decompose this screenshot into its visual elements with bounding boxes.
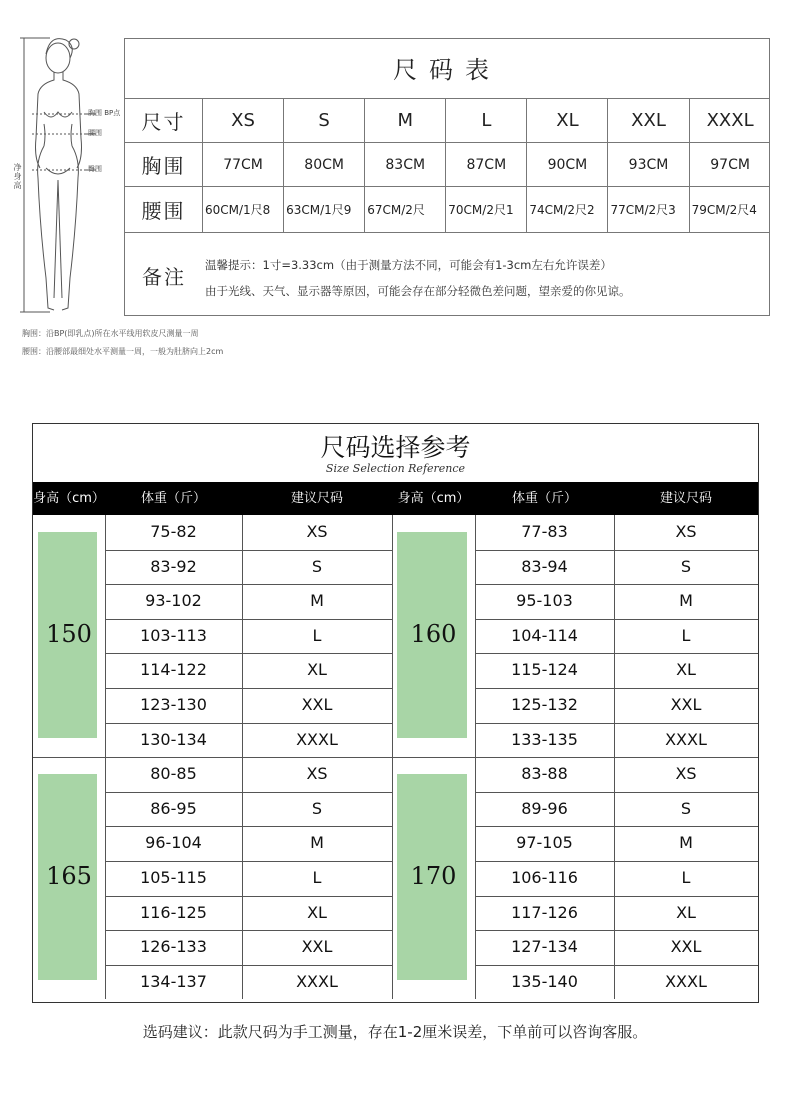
row-divider xyxy=(475,896,758,897)
suggested-size-cell: S xyxy=(680,556,692,576)
suggested-size-cell: L xyxy=(312,625,322,645)
height-value: 150 xyxy=(46,620,92,649)
suggested-size-cell: XL xyxy=(676,660,696,680)
suggested-size-cell: XXXL xyxy=(296,729,338,749)
bust-cell: 87CM xyxy=(446,143,527,186)
header-size: 建议尺码 xyxy=(659,491,712,506)
weight-range-cell: 104-114 xyxy=(511,625,578,645)
weight-range-cell: 134-137 xyxy=(140,971,207,991)
row-divider xyxy=(475,688,758,689)
suggested-size-cell: XS xyxy=(306,764,328,784)
weight-range-cell: 115-124 xyxy=(511,660,578,680)
suggested-size-cell: XS xyxy=(675,764,697,784)
size-selection-reference xyxy=(32,423,759,1003)
suggested-size-cell: S xyxy=(680,798,692,818)
row-divider xyxy=(105,792,392,793)
row-divider xyxy=(475,723,758,724)
waist-cell: 70CM/2尺1 xyxy=(446,187,527,232)
reference-title-en: Size Selection Reference xyxy=(325,462,466,475)
header-weight: 体重（斤） xyxy=(140,491,206,506)
suggested-size-cell: XXL xyxy=(301,695,333,714)
column-divider xyxy=(475,515,476,999)
size-cell: XXL xyxy=(608,99,689,142)
column-divider xyxy=(105,515,106,999)
row-divider xyxy=(105,653,392,654)
bust-row-label: 胸围 xyxy=(125,143,203,186)
weight-range-cell: 130-134 xyxy=(140,729,207,749)
waist-row xyxy=(125,187,769,233)
weight-range-cell: 80-85 xyxy=(150,764,197,784)
suggested-size-cell: S xyxy=(311,556,323,576)
suggested-size-cell: L xyxy=(681,625,691,645)
weight-range-cell: 114-122 xyxy=(140,660,207,680)
weight-range-cell: 123-130 xyxy=(140,695,207,714)
column-divider xyxy=(614,515,615,999)
weight-range-cell: 96-104 xyxy=(145,833,202,853)
weight-range-cell: 125-132 xyxy=(511,695,578,714)
weight-range-cell: 116-125 xyxy=(140,902,207,922)
suggested-size-cell: XS xyxy=(306,522,328,541)
suggested-size-cell: XXXL xyxy=(665,971,707,991)
row-divider xyxy=(475,861,758,862)
suggested-size-cell: S xyxy=(311,798,323,818)
weight-range-cell: 95-103 xyxy=(516,591,573,611)
suggested-size-cell: XS xyxy=(675,522,697,541)
row-divider xyxy=(105,584,392,585)
size-cell: L xyxy=(446,99,527,142)
height-value: 165 xyxy=(46,862,92,891)
weight-range-cell: 83-88 xyxy=(521,764,568,784)
suggested-size-cell: L xyxy=(681,868,691,887)
row-divider xyxy=(105,550,392,551)
remark-line-1: 温馨提示：1寸=3.33cm（由于测量方法不同，可能会有1-3cm左右允许误差） xyxy=(205,258,612,272)
reference-title xyxy=(33,424,758,482)
suggested-size-cell: XXXL xyxy=(665,729,707,749)
header-weight: 体重（斤） xyxy=(511,491,577,506)
weight-range-cell: 89-96 xyxy=(521,798,568,818)
row-divider xyxy=(105,619,392,620)
suggested-size-cell: XL xyxy=(307,902,327,922)
row-divider xyxy=(105,688,392,689)
row-divider xyxy=(475,826,758,827)
weight-range-cell: 83-94 xyxy=(521,556,568,576)
bust-cell: 77CM xyxy=(203,143,284,186)
row-divider xyxy=(475,930,758,931)
size-cell: M xyxy=(365,99,446,142)
suggested-size-cell: XXL xyxy=(301,937,333,957)
size-cell: XXXL xyxy=(706,110,754,131)
bust-guide-label: 胸围 BP点 xyxy=(88,109,121,117)
weight-range-cell: 106-116 xyxy=(511,868,578,887)
row-divider xyxy=(105,965,392,966)
weight-range-cell: 126-133 xyxy=(140,937,207,957)
suggested-size-cell: M xyxy=(679,591,693,611)
waist-cell: 77CM/2尺3 xyxy=(608,187,689,232)
height-value: 170 xyxy=(410,862,457,891)
suggested-size-cell: M xyxy=(679,833,693,853)
bust-cell: 93CM xyxy=(608,143,689,186)
waist-measure-note: 腰围：沿腰部最细处水平测量一周，一般为肚脐向上2cm xyxy=(22,347,224,356)
size-row-label: 尺寸 xyxy=(125,99,203,142)
row-divider xyxy=(105,723,392,724)
bust-row xyxy=(125,143,769,187)
suggested-size-cell: XXL xyxy=(670,695,702,714)
suggested-size-cell: M xyxy=(310,591,324,611)
size-row xyxy=(125,99,769,143)
row-divider xyxy=(475,550,758,551)
reference-title-cn: 尺码选择参考 xyxy=(320,433,471,462)
footer-note: 选码建议：此款尺码为手工测量，存在1-2厘米误差，下单前可以咨询客服。 xyxy=(142,1023,648,1041)
header-size: 建议尺码 xyxy=(290,491,343,506)
suggested-size-cell: XXL xyxy=(670,937,702,957)
bust-measure-note: 胸围：沿BP(即乳点)所在水平线用软皮尺测量一周 xyxy=(22,329,199,338)
row-divider xyxy=(475,965,758,966)
weight-range-cell: 93-102 xyxy=(145,591,202,611)
header-height: 身高（cm） xyxy=(33,491,105,506)
waist-cell: 74CM/2尺2 xyxy=(527,187,608,232)
column-divider xyxy=(242,515,243,999)
suggested-size-cell: L xyxy=(312,868,322,887)
weight-range-cell: 117-126 xyxy=(511,902,578,922)
body-figure-illustration xyxy=(10,28,122,328)
suggested-size-cell: XXXL xyxy=(296,971,338,991)
waist-guide-label: 腰围 xyxy=(88,129,102,137)
hip-guide-label: 臀围 xyxy=(88,165,102,173)
weight-range-cell: 133-135 xyxy=(511,729,578,749)
column-divider xyxy=(392,515,393,999)
waist-cell: 79CM/2尺4 xyxy=(691,203,757,217)
weight-range-cell: 75-82 xyxy=(150,522,197,541)
size-cell: XS xyxy=(203,99,284,142)
remark-label: 备注 xyxy=(142,264,186,289)
weight-range-cell: 135-140 xyxy=(511,971,578,991)
row-divider xyxy=(105,896,392,897)
weight-range-cell: 127-134 xyxy=(511,937,578,957)
bust-cell: 83CM xyxy=(365,143,446,186)
suggested-size-cell: XL xyxy=(676,902,696,922)
size-cell: XL xyxy=(527,99,608,142)
row-divider xyxy=(475,619,758,620)
weight-range-cell: 105-115 xyxy=(140,868,207,887)
size-cell: S xyxy=(284,99,365,142)
waist-row-label: 腰围 xyxy=(125,187,203,232)
size-chart-table xyxy=(124,38,770,316)
remark-line-2: 由于光线、天气、显示器等原因，可能会存在部分轻微色差问题，望亲爱的你见谅。 xyxy=(205,284,631,298)
weight-range-cell: 103-113 xyxy=(140,625,207,645)
suggested-size-cell: M xyxy=(310,833,324,853)
row-divider xyxy=(105,930,392,931)
size-chart-title: 尺码表 xyxy=(125,39,769,99)
row-divider xyxy=(475,792,758,793)
weight-range-cell: 77-83 xyxy=(521,522,568,541)
weight-range-cell: 86-95 xyxy=(150,798,197,818)
row-divider xyxy=(105,861,392,862)
waist-cell: 60CM/1尺8 xyxy=(203,187,284,232)
reference-header-row xyxy=(33,482,758,515)
female-silhouette-icon xyxy=(10,28,122,328)
bust-cell: 80CM xyxy=(284,143,365,186)
row-divider xyxy=(105,826,392,827)
header-height: 身高（cm） xyxy=(397,491,470,506)
weight-range-cell: 83-92 xyxy=(150,556,197,576)
suggested-size-cell: XL xyxy=(307,660,327,680)
waist-cell: 63CM/1尺9 xyxy=(284,187,365,232)
weight-range-cell: 97-105 xyxy=(516,833,573,853)
bust-cell: 97CM xyxy=(710,156,750,173)
height-value: 160 xyxy=(410,620,457,649)
row-divider xyxy=(475,653,758,654)
height-guide-label: 净身高 xyxy=(13,163,22,190)
block-divider xyxy=(33,757,758,758)
bust-cell: 90CM xyxy=(527,143,608,186)
row-divider xyxy=(475,584,758,585)
waist-cell: 67CM/2尺 xyxy=(365,187,446,232)
